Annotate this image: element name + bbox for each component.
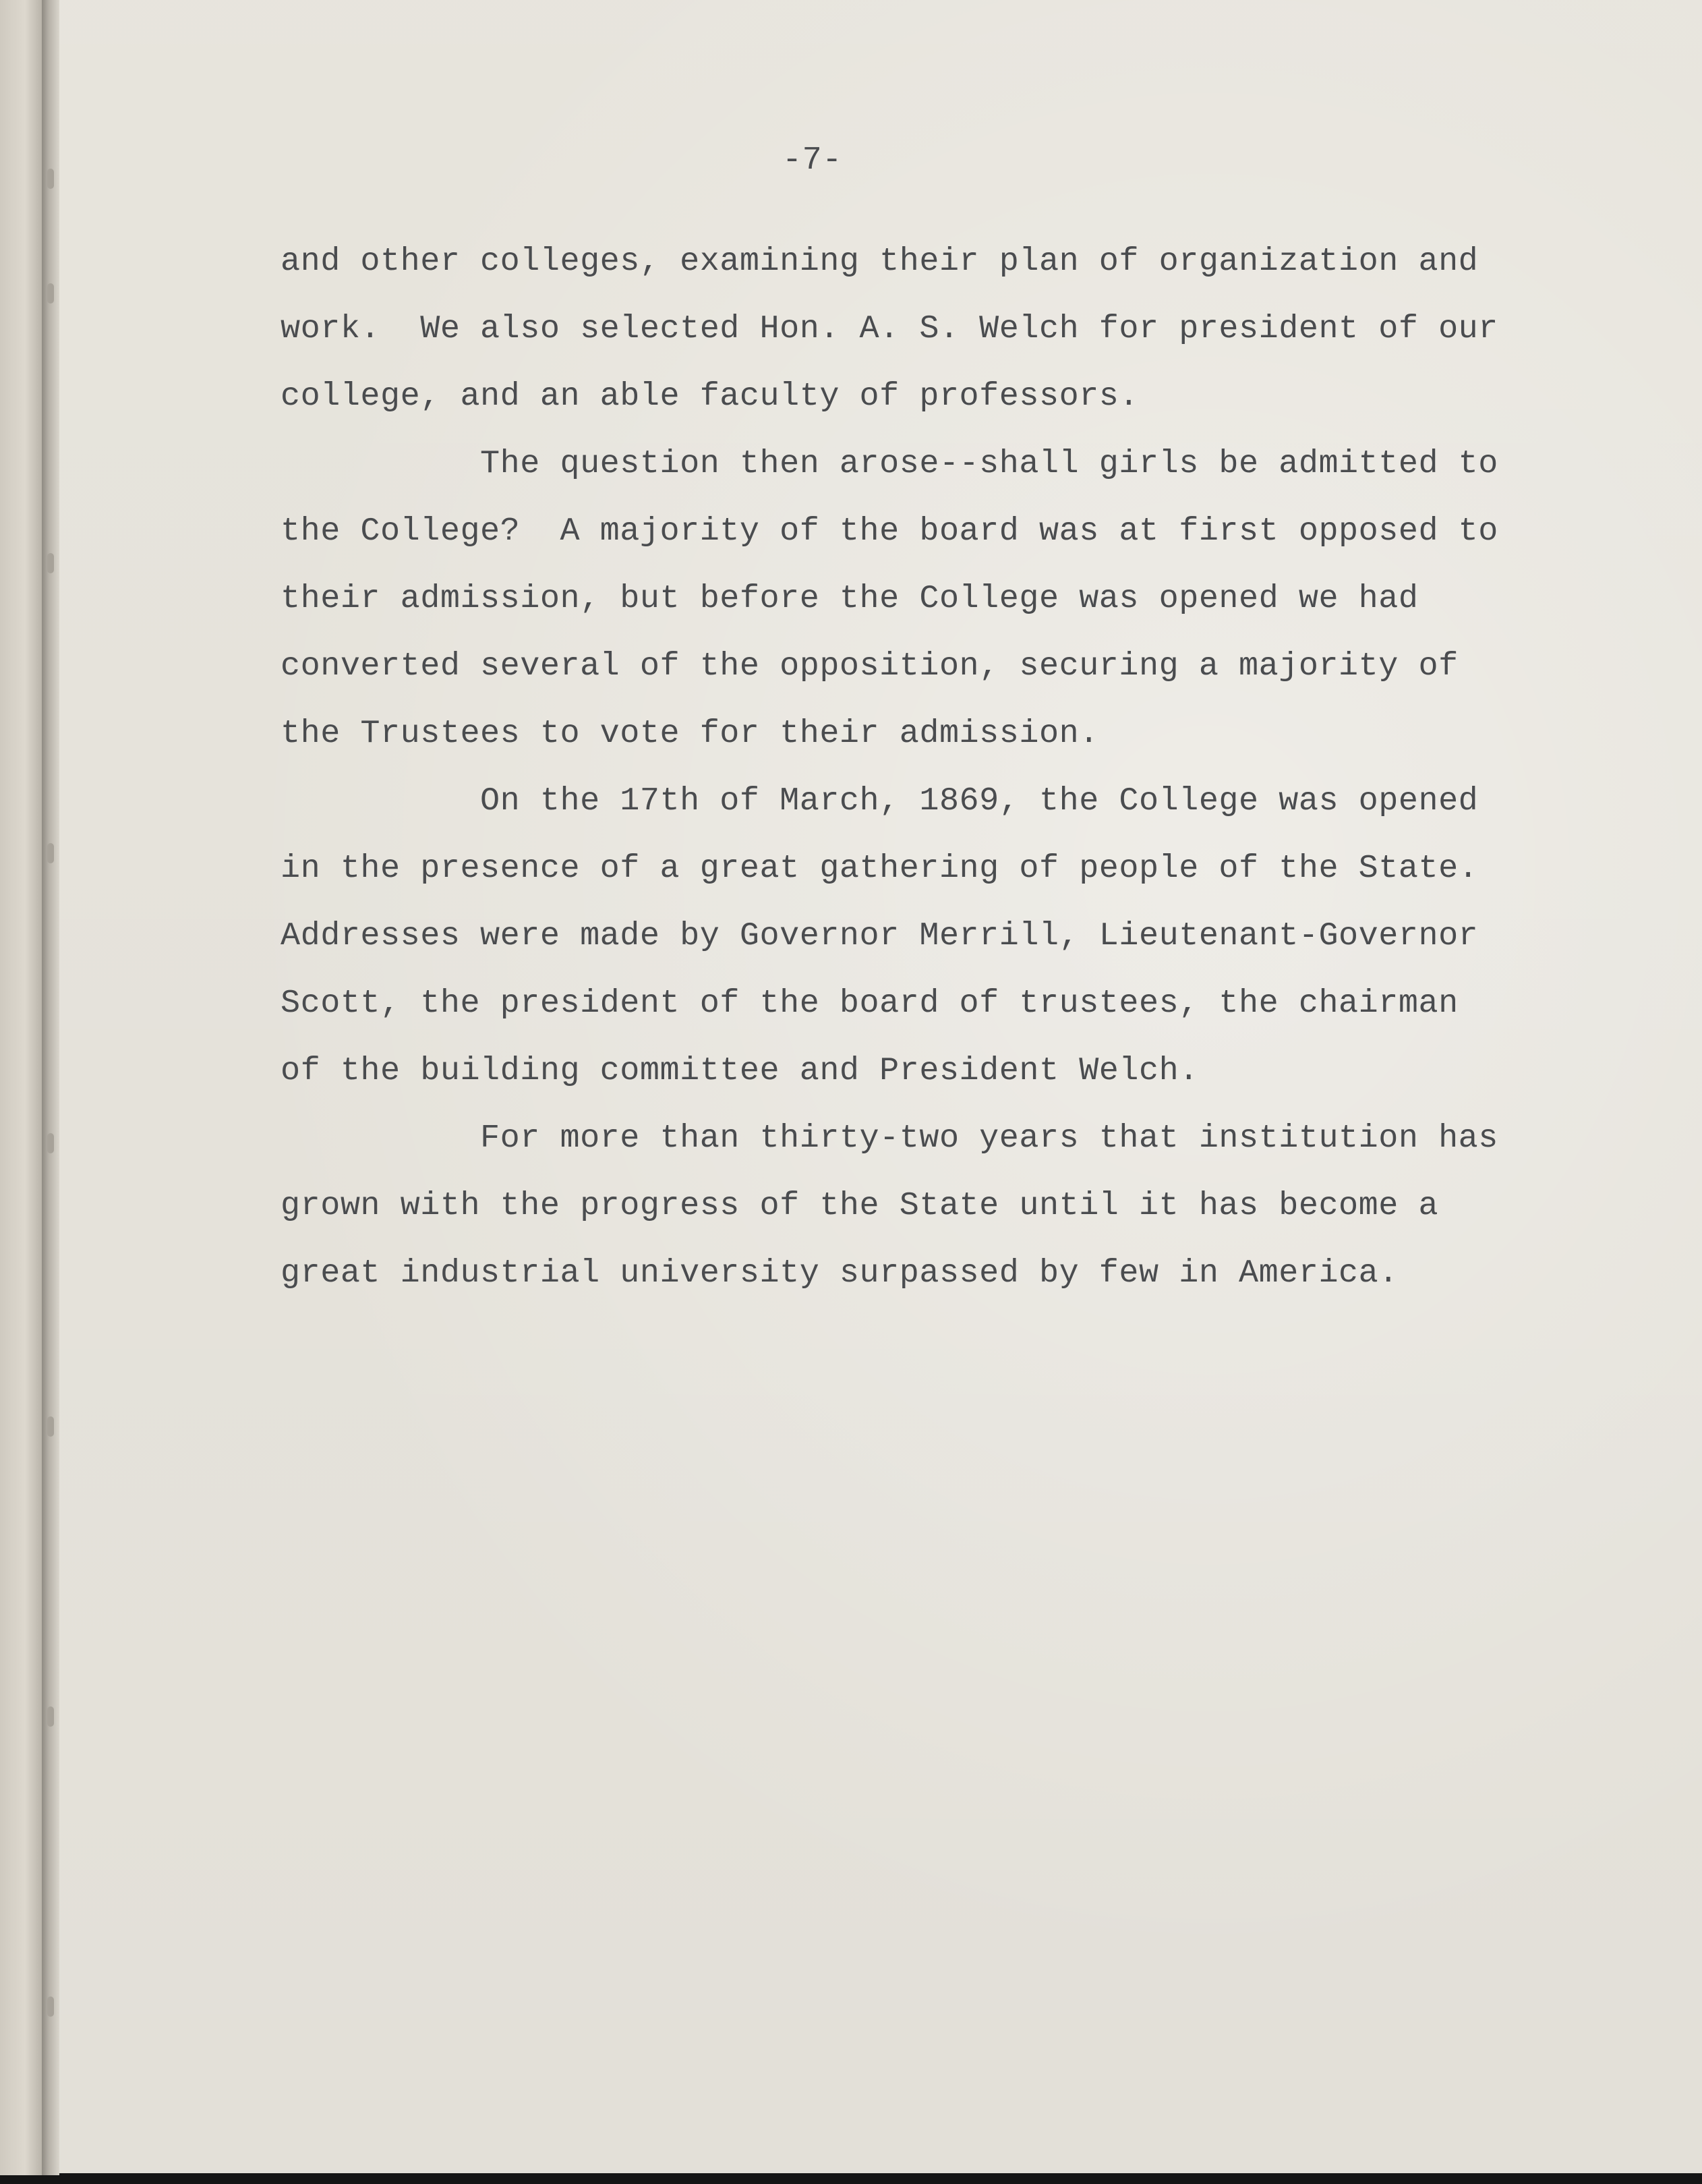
text-line: the College? A majority of the board was at first opposed to <box>281 513 1498 550</box>
text-line: great industrial university surpassed by few in America. <box>281 1255 1399 1292</box>
text-line: Scott, the president of the board of trustees, the chairman <box>281 985 1459 1022</box>
text-line: of the building committee and President Welch. <box>281 1052 1199 1089</box>
binding-stitch <box>47 553 54 573</box>
binding-stitch <box>47 1706 54 1727</box>
text-line: On the 17th of March, 1869, the College was opened <box>281 782 1479 820</box>
text-line: Addresses were made by Governor Merrill, Lieutenant-Governor <box>281 917 1479 954</box>
binding-gutter <box>42 0 59 2175</box>
binding-stitch <box>47 169 54 189</box>
text-line: grown with the progress of the State until it has become a <box>281 1187 1439 1224</box>
page-number: -7- <box>782 142 842 179</box>
text-line: in the presence of a great gathering of people of the State. <box>281 850 1479 887</box>
text-line: converted several of the opposition, securing a majority of <box>281 648 1459 685</box>
text-line: college, and an able faculty of professors. <box>281 378 1140 415</box>
text-line: and other colleges, examining their plan of organization and <box>281 243 1479 280</box>
binding-stitch <box>47 1416 54 1437</box>
binding-stitch <box>47 283 54 304</box>
text-line: work. We also selected Hon. A. S. Welch for president of our <box>281 310 1498 347</box>
binding-stitch <box>47 1996 54 2017</box>
facing-page-edge <box>0 0 42 2175</box>
binding-stitch <box>47 843 54 863</box>
text-line: For more than thirty-two years that institution has <box>281 1120 1498 1157</box>
text-line: The question then arose--shall girls be admitted to <box>281 445 1498 482</box>
text-line: the Trustees to vote for their admission. <box>281 715 1099 752</box>
text-line: their admission, but before the College was opened we had <box>281 580 1419 617</box>
binding-stitch <box>47 1133 54 1153</box>
